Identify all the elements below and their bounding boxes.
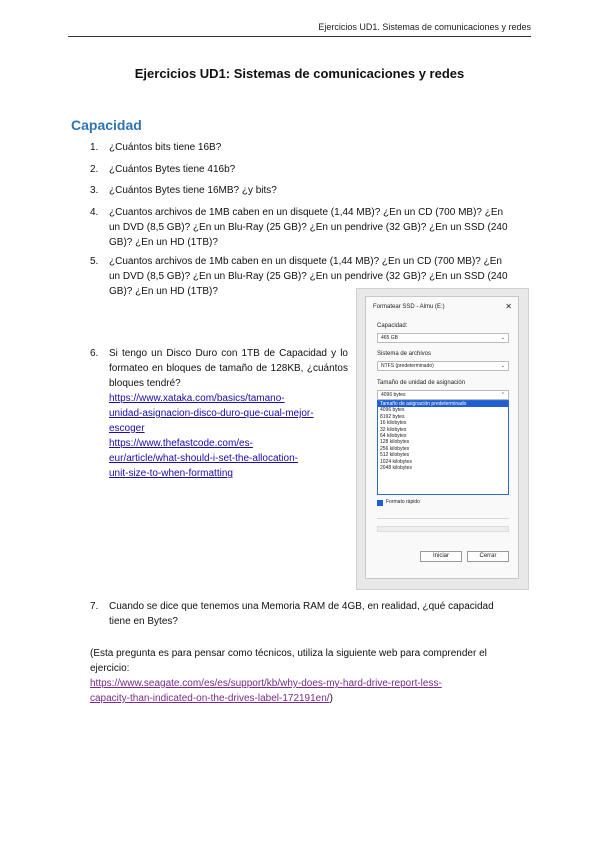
dropdown-option[interactable]: 64 kilobytes <box>380 433 407 440</box>
question-number: 7. <box>90 601 99 612</box>
question-text: ¿Cuántos Bytes tiene 416b? <box>109 164 236 175</box>
question-text: ¿Cuántos Bytes tiene 16MB? ¿y bits? <box>109 185 277 196</box>
thefastcode-link-line[interactable]: eur/article/what-should-i-set-the-allocation- <box>109 453 298 464</box>
question-number: 6. <box>90 348 99 359</box>
thefastcode-link-line[interactable]: unit-size-to-when-formatting <box>109 468 233 479</box>
header-rule <box>68 36 531 37</box>
filesystem-select[interactable] <box>377 361 509 371</box>
dropdown-option[interactable]: 2048 kilobytes <box>380 465 412 472</box>
chevron-up-icon: ⌃ <box>500 392 505 398</box>
question-number: 4. <box>90 207 99 218</box>
chevron-down-icon: ⌄ <box>500 335 505 341</box>
dropdown-option[interactable]: 256 kilobytes <box>380 445 410 452</box>
format-progress-bar <box>377 526 509 532</box>
start-button[interactable]: Iniciar <box>420 551 462 562</box>
question-text: Si tengo un Disco Duro con 1TB de Capacidad y lo formateo en bloques de tamaño de 128KB, ¿cuántos bloques tendré? <box>109 348 348 389</box>
dropdown-option[interactable]: Tamaño de asignación predeterminado <box>378 401 508 407</box>
quick-format-checkbox[interactable] <box>377 500 383 506</box>
dialog-title: Formatear SSD - Almu (E:) <box>373 304 445 310</box>
capacity-select[interactable] <box>377 333 509 343</box>
chevron-down-icon: ⌄ <box>500 363 505 369</box>
document-title: Ejercicios UD1: Sistemas de comunicaciones y redes <box>134 66 465 81</box>
dropdown-option[interactable]: 1024 kilobytes <box>380 458 412 465</box>
xataka-link-line[interactable]: https://www.xataka.com/basics/tamano- <box>109 393 285 404</box>
running-header: Ejercicios UD1. Sistemas de comunicaciones y redes <box>318 22 531 32</box>
note-line: ejercicio: <box>90 663 130 674</box>
unit-size-label: Tamaño de unidad de asignación <box>377 380 466 386</box>
section-heading: Capacidad <box>71 117 142 133</box>
xataka-link-line[interactable]: escoger <box>109 423 145 434</box>
closing-paren: ) <box>329 693 333 704</box>
question-7 <box>90 599 530 629</box>
question-number: 5. <box>90 256 99 267</box>
filesystem-label: Sistema de archivos <box>377 351 432 357</box>
dropdown-option[interactable]: 512 kilobytes <box>380 452 410 459</box>
question-text-line: Cuando se dice que tenemos una Memoria RAM de 4GB, en realidad, ¿qué capacidad <box>109 601 494 612</box>
divider <box>377 518 509 519</box>
unit-size-dropdown-list[interactable] <box>377 400 509 495</box>
seagate-link-line[interactable]: capacity-than-indicated-on-the-drives-label-172191en/ <box>90 693 330 704</box>
capacity-value: 465 GB <box>381 335 398 341</box>
quick-format-label: Formato rápido <box>386 499 420 505</box>
close-button[interactable]: Cerrar <box>467 551 509 562</box>
question-text-line: GB)? ¿En un HD (1TB)? <box>109 286 218 297</box>
question-text-line: GB)? ¿En un HD (1TB)? <box>109 237 218 248</box>
question-text-line: ¿Cuantos archivos de 1MB caben en un disquete (1,44 MB)? ¿En un CD (700 MB)? ¿En <box>109 207 504 218</box>
dropdown-option[interactable]: 8192 bytes <box>380 413 405 420</box>
format-dialog-screenshot <box>356 288 529 590</box>
dropdown-option[interactable]: 4096 bytes <box>380 407 405 414</box>
note-paragraph <box>90 646 530 706</box>
question-text-line: tiene en Bytes? <box>109 616 178 627</box>
thefastcode-link-line[interactable]: https://www.thefastcode.com/es- <box>109 438 253 449</box>
seagate-link-line[interactable]: https://www.seagate.com/es/es/support/kb/why-does-my-hard-drive-report-less- <box>90 678 442 689</box>
filesystem-value: NTFS (predeterminado) <box>381 363 434 369</box>
format-dialog <box>365 296 519 579</box>
dropdown-option[interactable]: 32 kilobytes <box>380 426 407 433</box>
question-text-line: un DVD (8,5 GB)? ¿En un Blu-Ray (25 GB)? ¿En un pendrive (32 GB)? ¿En un SSD (240 <box>109 271 508 282</box>
question-4 <box>90 205 530 250</box>
question-text: ¿Cuántos bits tiene 16B? <box>109 142 222 153</box>
unit-size-value: 4096 bytes <box>381 392 406 398</box>
question-text-line: ¿Cuantos archivos de 1Mb caben en un disquete (1,44 MB)? ¿En un CD (700 MB)? ¿En <box>109 256 502 267</box>
unit-size-select[interactable] <box>377 390 509 400</box>
question-number: 3. <box>90 185 99 196</box>
dropdown-option[interactable]: 128 kilobytes <box>380 439 410 446</box>
note-line: (Esta pregunta es para pensar como técnicos, utiliza la siguiente web para comprender el <box>90 648 487 659</box>
dropdown-option[interactable]: 16 kilobytes <box>380 420 407 427</box>
close-icon[interactable]: ✕ <box>505 302 512 311</box>
question-number: 1. <box>90 142 99 153</box>
capacity-label: Capacidad: <box>377 323 408 329</box>
question-number: 2. <box>90 164 99 175</box>
xataka-link-line[interactable]: unidad-asignacion-disco-duro-que-cual-mejor- <box>109 408 314 419</box>
question-text-line: un DVD (8,5 GB)? ¿En un Blu-Ray (25 GB)? ¿En un pendrive (32 GB)? ¿En un SSD (240 <box>109 222 508 233</box>
